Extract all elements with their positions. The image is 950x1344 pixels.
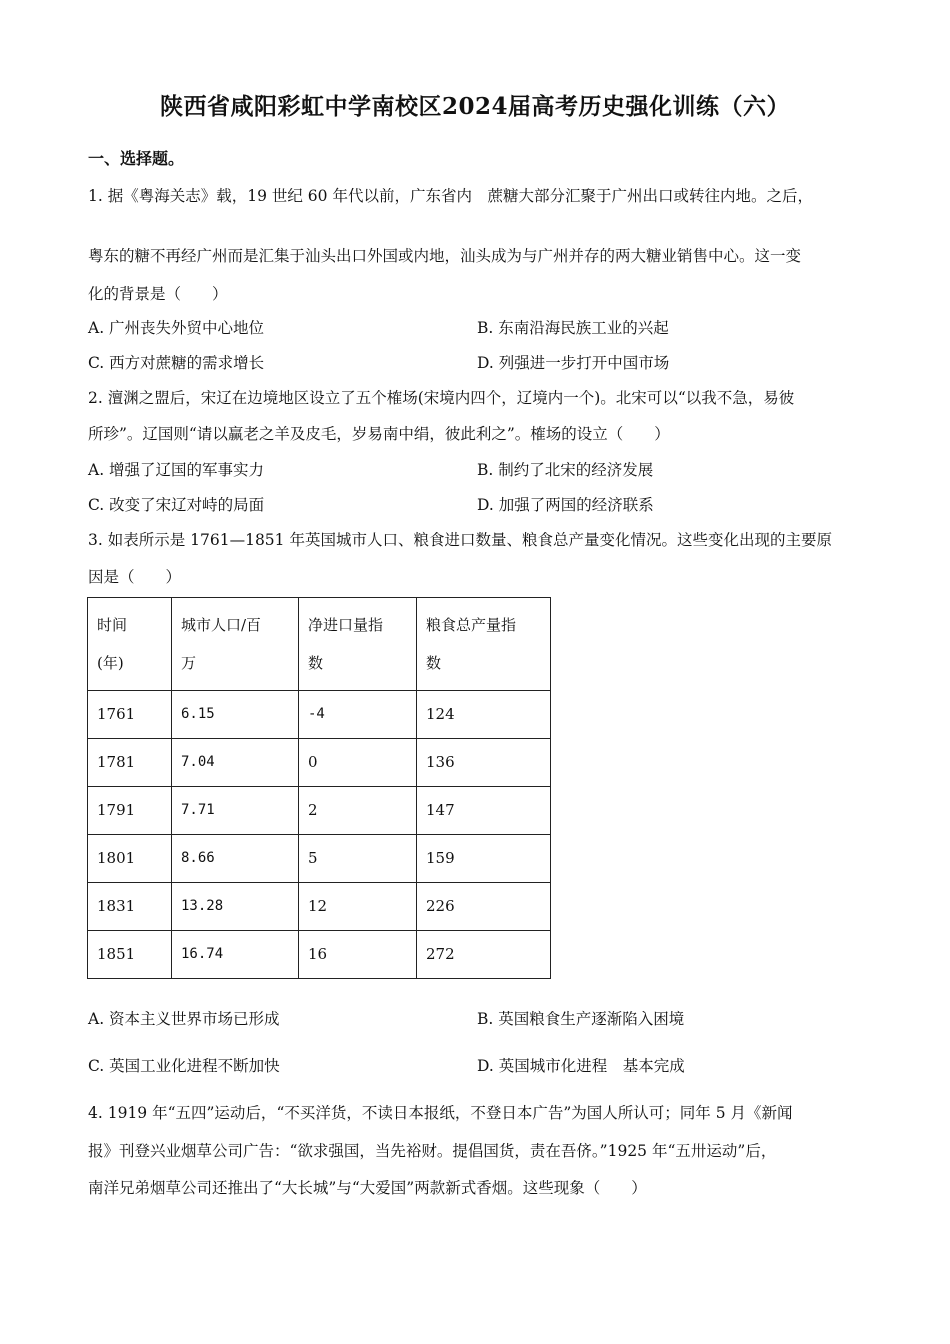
table-row <box>88 739 551 787</box>
table-row <box>88 691 551 739</box>
table-cell: 1801 <box>88 835 172 883</box>
table-row <box>88 931 551 979</box>
table-row <box>88 883 551 931</box>
table-cell: 1831 <box>88 883 172 931</box>
table-cell: 226 <box>417 883 551 931</box>
data-table <box>87 597 551 979</box>
table-cell: 0 <box>299 739 417 787</box>
q3-option-b[interactable]: B. 英国粮食生产逐渐陷入困境 <box>477 1010 685 1028</box>
table-cell: 16.74 <box>172 931 299 979</box>
table-cell: 2 <box>299 787 417 835</box>
table-cell: 159 <box>417 835 551 883</box>
table-cell: 136 <box>417 739 551 787</box>
q4-line-2: 报》刊登兴业烟草公司广告：“欲求强国，当先裕财。提倡国货，责在吾侪。”1925 年“五卅运动”后， <box>88 1142 777 1160</box>
table-cell: 8.66 <box>172 835 299 883</box>
table-cell: 1781 <box>88 739 172 787</box>
header-cell-net-import: 净进口量指 数 <box>299 598 417 691</box>
q4-line-1: 4. 1919 年“五四”运动后，“不买洋货，不读日本报纸，不登日本广告”为国人所认可；同年 5 月《新闻 <box>88 1104 793 1122</box>
q1-line-2: 粤东的糖不再经广州而是汇集于汕头出口外国或内地，汕头成为与广州并存的两大糖业销售中心。这一变 <box>88 247 802 265</box>
q2-line-2: 所珍”。辽国则“请以赢老之羊及皮毛，岁易南中绢，彼此利之”。榷场的设立（ ） <box>88 425 670 443</box>
q1-option-d[interactable]: D. 列强进一步打开中国市场 <box>477 354 670 372</box>
q3-line-1: 3. 如表所示是 1761—1851 年英国城市人口、粮食进口数量、粮食总产量变化情况。这些变化出现的主要原 <box>88 531 832 549</box>
table-cell: 6.15 <box>172 691 299 739</box>
page-title: 陕西省咸阳彩虹中学南校区2024届高考历史强化训练（六） <box>159 93 790 120</box>
table-cell: 272 <box>417 931 551 979</box>
q3-option-d[interactable]: D. 英国城市化进程 基本完成 <box>477 1057 685 1075</box>
table-cell: 1851 <box>88 931 172 979</box>
table-cell: 5 <box>299 835 417 883</box>
header-cell-urban-population: 城市人口/百 万 <box>172 598 299 691</box>
header-cell-year: 时间 (年) <box>88 598 172 691</box>
q4-line-3: 南洋兄弟烟草公司还推出了“大长城”与“大爱国”两款新式香烟。这些现象（ ） <box>88 1179 647 1197</box>
q3-line-2: 因是（ ） <box>88 568 182 586</box>
table-cell: 1791 <box>88 787 172 835</box>
q2-option-c[interactable]: C. 改变了宋辽对峙的局面 <box>88 496 265 514</box>
header-cell-grain-output: 粮食总产量指 数 <box>417 598 551 691</box>
table-cell: 13.28 <box>172 883 299 931</box>
q1-option-b[interactable]: B. 东南沿海民族工业的兴起 <box>477 319 669 337</box>
q3-option-a[interactable]: A. 资本主义世界市场已形成 <box>88 1010 280 1028</box>
table-cell: 12 <box>299 883 417 931</box>
q2-option-b[interactable]: B. 制约了北宋的经济发展 <box>477 461 654 479</box>
q2-option-d[interactable]: D. 加强了两国的经济联系 <box>477 496 654 514</box>
table-cell: 7.71 <box>172 787 299 835</box>
q1-line-3: 化的背景是（ ） <box>88 285 228 303</box>
q2-option-a[interactable]: A. 增强了辽国的军事实力 <box>88 461 265 479</box>
table-cell: 1761 <box>88 691 172 739</box>
table-cell: 7.04 <box>172 739 299 787</box>
q1-option-c[interactable]: C. 西方对蔗糖的需求增长 <box>88 354 265 372</box>
q1-line-1: 1. 据《粤海关志》载，19 世纪 60 年代以前，广东省内 蔗糖大部分汇聚于广州出口或转往内地。之后， <box>88 187 813 205</box>
table-cell: 16 <box>299 931 417 979</box>
section-heading: 一、选择题。 <box>88 149 185 168</box>
q2-line-1: 2. 澶渊之盟后，宋辽在边境地区设立了五个榷场(宋境内四个，辽境内一个)。北宋可以“以我不急，易彼 <box>88 389 795 407</box>
q3-option-c[interactable]: C. 英国工业化进程不断加快 <box>88 1057 280 1075</box>
table-row <box>88 835 551 883</box>
table-row <box>88 787 551 835</box>
table-cell: -4 <box>299 691 417 739</box>
q1-option-a[interactable]: A. 广州丧失外贸中心地位 <box>88 319 265 337</box>
table-cell: 124 <box>417 691 551 739</box>
table-header-row <box>88 598 551 691</box>
table-cell: 147 <box>417 787 551 835</box>
